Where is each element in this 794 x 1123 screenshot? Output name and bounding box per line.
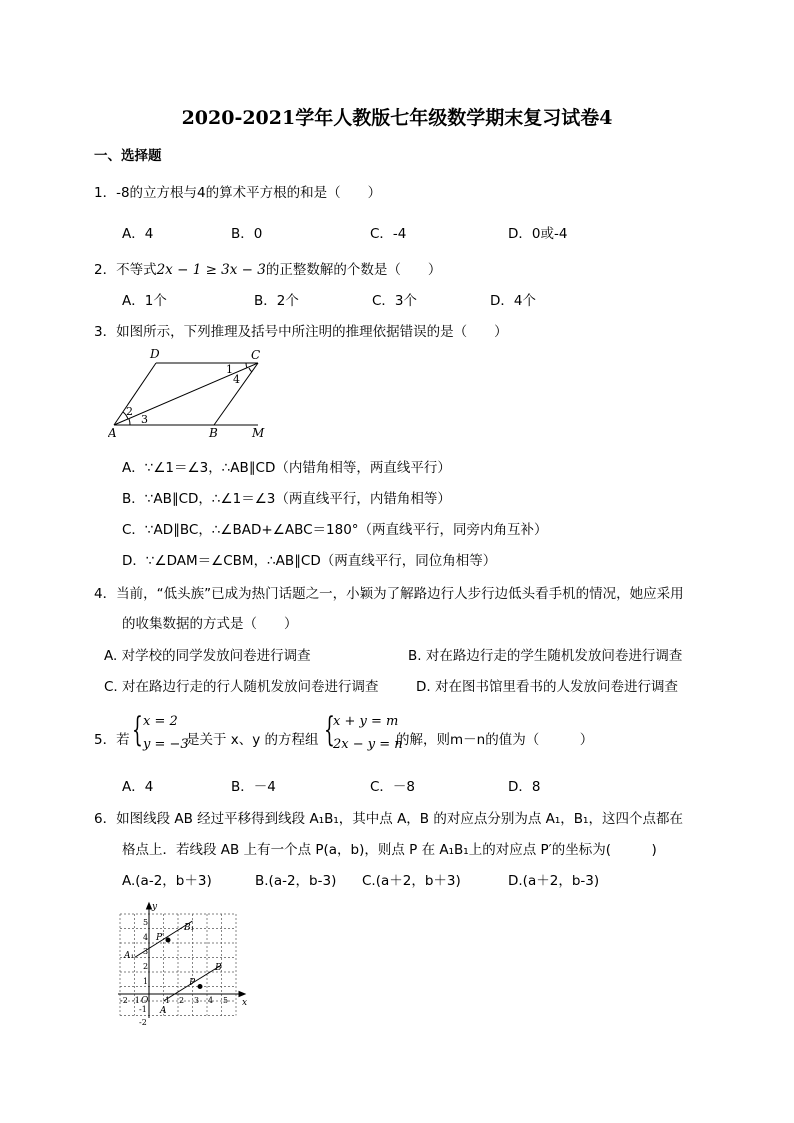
angle-arc-1 (246, 363, 247, 368)
label-p-prime: P′ (156, 933, 165, 943)
q2-inequality: 2x − 1 ≥ 3x − 3 (156, 262, 266, 278)
tick-y-1: 1 (143, 977, 149, 986)
label-a: A (160, 1006, 167, 1016)
label-p: P (189, 978, 196, 988)
tick-y-minus1: -1 (139, 1005, 147, 1014)
tick-x-minus2: -2 (120, 996, 128, 1005)
tick-x-2: 2 (179, 996, 185, 1005)
q6-option-b: B.(a-2，b-3) (255, 873, 337, 889)
q2-stem (94, 258, 441, 278)
q2-option-c: C．3个 (372, 293, 418, 309)
label-y-axis: y (152, 902, 158, 912)
q3-stem: 3．如图所示，下列推理及括号中所注明的推理依据错误的是（ ） (94, 324, 508, 340)
q2-option-b: B．2个 (254, 293, 299, 309)
angle-arc-3 (129, 419, 130, 425)
q2-stem-post: 的正整数解的个数是（ ） (265, 262, 442, 278)
label-x-axis: x (242, 998, 248, 1008)
tick-x-minus1: -1 (132, 996, 140, 1005)
tick-y-2: 2 (143, 962, 149, 971)
q6-coordinate-grid-figure (112, 900, 252, 1028)
q2-option-a: A．1个 (122, 293, 167, 309)
q5-option-c: C．－8 (370, 779, 416, 795)
q5-option-b: B．－4 (231, 779, 276, 795)
q5-brace-1: { (132, 710, 143, 750)
q1-option-a: A．4 (122, 226, 154, 242)
tick-y-5: 5 (143, 918, 149, 927)
q6-option-d: D.(a＋2，b-3) (508, 873, 600, 889)
q1-stem: 1．-8的立方根与4的算术平方根的和是（ ） (94, 185, 382, 201)
label-angle-4: 4 (233, 373, 240, 386)
q3-parallelogram-figure (108, 345, 268, 440)
q6-stem-line2: 格点上．若线段 AB 上有一个点 P(a，b)，则点 P 在 A₁B₁上的对应点 P′的坐标为( ) (122, 842, 657, 858)
q2-stem-pre: 2．不等式 (94, 262, 157, 278)
tick-x-3: 3 (194, 996, 200, 1005)
q5-system2-line1: x + y = m (333, 714, 399, 729)
q5-option-d: D．8 (508, 779, 541, 795)
q4-option-d: D. 对在图书馆里看书的人发放问卷进行调查 (416, 679, 678, 695)
tick-y-minus2: -2 (139, 1018, 147, 1027)
q5-number: 5．若 (94, 732, 130, 748)
point-p-prime (166, 938, 170, 942)
page-title: 2020-2021学年人教版七年级数学期末复习试卷4 (181, 107, 613, 129)
tick-y-4: 4 (143, 933, 149, 942)
q3-option-c: C．∵AD∥BC，∴∠BAD+∠ABC＝180°（两直线平行，同旁内角互补） (122, 522, 548, 538)
tick-x-5: 5 (223, 996, 229, 1005)
q4-stem-line2: 的收集数据的方式是（ ） (122, 616, 298, 632)
label-a: A (108, 426, 117, 440)
q5-system2-line2: 2x − y = n (333, 737, 403, 752)
label-c: C (251, 348, 261, 362)
label-b: B (215, 963, 222, 973)
label-m: M (252, 426, 265, 440)
label-angle-3: 3 (141, 413, 148, 426)
label-angle-1: 1 (226, 363, 233, 376)
label-d: D (150, 347, 160, 361)
x-axis-arrow (239, 992, 245, 997)
q4-option-a: A. 对学校的同学发放问卷进行调查 (104, 648, 311, 664)
label-b1: B₁ (184, 923, 195, 933)
q3-option-d: D．∵∠DAM＝∠CBM，∴AB∥CD（两直线平行，同位角相等） (122, 553, 497, 569)
q6-option-a: A.(a-2，b＋3) (122, 873, 212, 889)
q5-system1-line2: y = −3 (143, 737, 189, 752)
q6-option-c: C.(a＋2，b＋3) (362, 873, 461, 889)
tick-x-4: 4 (208, 996, 214, 1005)
q5-brace-2: { (324, 710, 335, 750)
label-origin: O (141, 996, 149, 1006)
q6-stem-line1: 6．如图线段 AB 经过平移得到线段 A₁B₁，其中点 A，B 的对应点分别为点 A₁，B₁，这四个点都在 (94, 811, 683, 827)
q4-stem-line1: 4．当前，“低头族”已成为热门话题之一，小颖为了解路边行人步行边低头看手机的情况，她应采用 (94, 586, 684, 602)
section-heading: 一、选择题 (94, 148, 162, 164)
q2-option-d: D．4个 (490, 293, 536, 309)
label-b: B (209, 426, 218, 440)
q1-option-c: C．-4 (370, 226, 407, 242)
q3-option-b: B．∵AB∥CD，∴∠1＝∠3（两直线平行，内错角相等） (122, 491, 451, 507)
point-p (198, 985, 202, 989)
tick-y-3: 3 (143, 947, 149, 956)
q5-end-text: 的解，则m－n的值为（ ） (396, 732, 594, 748)
q5-middle-text: 是关于 x、y 的方程组 (186, 732, 319, 748)
q3-option-a: A．∵∠1＝∠3，∴AB∥CD（内错角相等，两直线平行） (122, 460, 451, 476)
y-axis-arrow (147, 903, 152, 909)
label-a1: A₁ (124, 951, 135, 961)
angle-arc-4 (249, 368, 252, 372)
q5-option-a: A．4 (122, 779, 154, 795)
q4-option-c: C. 对在路边行走的行人随机发放问卷进行调查 (104, 679, 379, 695)
q5-system1-line1: x = 2 (143, 714, 178, 729)
q1-option-b: B．0 (231, 226, 263, 242)
tick-x-1: 1 (165, 996, 171, 1005)
label-angle-2: 2 (126, 405, 133, 418)
q4-option-b: B. 对在路边行走的学生随机发放问卷进行调查 (408, 648, 683, 664)
q1-option-d: D．0或-4 (508, 226, 568, 242)
